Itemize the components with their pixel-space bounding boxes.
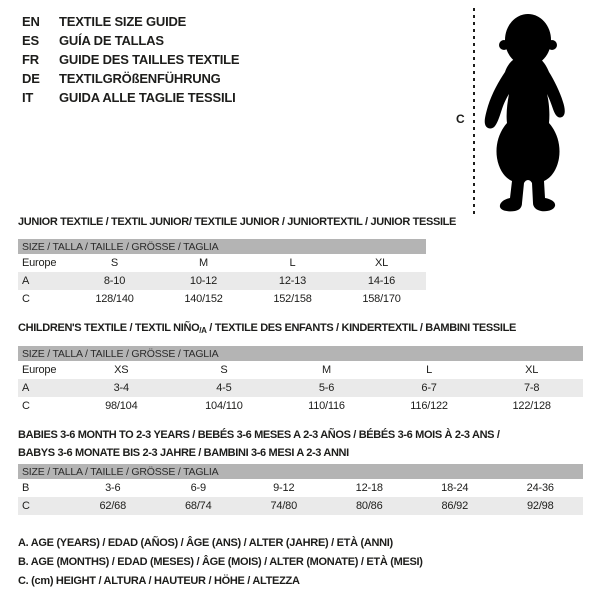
footnote-b: B. AGE (MONTHS) / EDAD (MESES) / ÂGE (MOIS) / ALTER (MONATE) / ETÀ (MESI)	[18, 556, 423, 568]
size-cell: 24-36	[526, 482, 554, 494]
table-row	[18, 379, 583, 397]
size-cell: 98/104	[105, 400, 138, 412]
size-cell: 12-13	[278, 275, 307, 287]
babies-title-line1: BABIES 3-6 MONTH TO 2-3 YEARS / BEBÉS 3-6 MESES A 2-3 AÑOS / BÉBÉS 3-6 MOIS À 2-3 ANS /	[18, 429, 500, 441]
table-row	[18, 290, 426, 308]
language-title: GUÍA DE TALLAS	[59, 33, 164, 48]
footnote-a: A. AGE (YEARS) / EDAD (AÑOS) / ÂGE (ANS) / ALTER (JAHRE) / ETÀ (ANNI)	[18, 537, 393, 549]
language-code: FR	[22, 52, 39, 67]
size-cell: 152/158	[273, 293, 312, 305]
size-cell: M	[199, 257, 208, 269]
size-cell: 8-10	[103, 275, 126, 287]
language-title-row	[22, 69, 239, 88]
language-title: TEXTILE SIZE GUIDE	[59, 14, 187, 29]
language-code: DE	[22, 71, 40, 86]
size-cell: 110/116	[308, 400, 345, 412]
row-label: C	[22, 293, 30, 305]
size-cell: 6-7	[421, 382, 437, 394]
size-cell: L	[289, 257, 296, 269]
size-cell: S	[220, 364, 228, 376]
size-cell: 158/170	[362, 293, 401, 305]
junior-table-title: JUNIOR TEXTILE / TEXTIL JUNIOR/ TEXTILE JUNIOR / JUNIORTEXTIL / JUNIOR TESSILE	[18, 216, 457, 228]
size-cell: 7-8	[524, 382, 540, 394]
baby-silhouette-icon	[481, 11, 573, 215]
row-label: C	[22, 500, 30, 512]
language-title-list	[22, 12, 239, 107]
size-header-bar: SIZE / TALLA / TAILLE / GRÖSSE / TAGLIA	[18, 346, 583, 361]
table-row	[18, 272, 426, 290]
children-table-title	[18, 322, 516, 335]
language-title: GUIDE DES TAILLES TEXTILE	[59, 52, 240, 67]
table-row	[18, 361, 583, 379]
children-title-pre: CHILDREN'S TEXTILE / TEXTIL NIÑO	[18, 322, 200, 334]
row-label: C	[22, 400, 30, 412]
language-title-row	[22, 31, 239, 50]
size-cell: 9-12	[273, 482, 295, 494]
table-row	[18, 397, 583, 415]
row-label: A	[22, 275, 30, 287]
size-cell: 80/86	[355, 500, 383, 512]
size-cell: 62/68	[99, 500, 127, 512]
size-cell: 5-6	[318, 382, 335, 394]
language-code: EN	[22, 14, 40, 29]
size-cell: 104/110	[205, 400, 243, 412]
babies-title-line2: BABYS 3-6 MONATE BIS 2-3 JAHRE / BAMBINI 3-6 MESI A 2-3 ANNI	[18, 447, 349, 459]
size-header-bar: SIZE / TALLA / TAILLE / GRÖSSE / TAGLIA	[18, 464, 583, 479]
row-label: Europe	[22, 364, 57, 376]
size-cell: 10-12	[189, 275, 218, 287]
size-cell: XL	[525, 364, 539, 376]
height-dashed-line	[473, 8, 475, 214]
size-cell: 122/128	[512, 400, 551, 412]
row-label: A	[22, 382, 30, 394]
size-cell: 3-4	[113, 382, 129, 394]
babies-table-title	[18, 426, 500, 462]
size-cell: S	[110, 257, 119, 269]
size-cell: 6-9	[190, 482, 206, 494]
size-cell: 74/80	[270, 500, 298, 512]
size-cell: 68/74	[184, 500, 212, 512]
size-cell: 86/92	[441, 500, 469, 512]
junior-size-table	[18, 239, 426, 308]
size-cell: 128/140	[95, 293, 134, 305]
size-cell: 92/98	[526, 500, 554, 512]
size-header-bar: SIZE / TALLA / TAILLE / GRÖSSE / TAGLIA	[18, 239, 426, 254]
row-label: Europe	[22, 257, 57, 269]
table-row	[18, 254, 426, 272]
language-title-row	[22, 50, 239, 69]
language-code: ES	[22, 33, 39, 48]
language-code: IT	[22, 90, 34, 105]
language-title-row	[22, 12, 239, 31]
size-cell: 12-18	[355, 482, 383, 494]
size-cell: 3-6	[105, 482, 121, 494]
table-row	[18, 497, 583, 515]
size-cell: 4-5	[216, 382, 232, 394]
size-cell: XS	[114, 364, 129, 376]
size-cell: XL	[374, 257, 389, 269]
babies-size-table	[18, 464, 583, 515]
height-label-c: C	[456, 112, 465, 126]
language-title-row	[22, 88, 239, 107]
size-cell: 116/122	[410, 400, 448, 412]
size-cell: L	[426, 364, 433, 376]
row-label: B	[22, 482, 30, 494]
children-size-table	[18, 346, 583, 415]
children-title-post: / TEXTILE DES ENFANTS / KINDERTEXTIL / BAMBINI TESSILE	[206, 322, 516, 334]
language-title: GUIDA ALLE TAGLIE TESSILI	[59, 90, 236, 105]
size-cell: 18-24	[441, 482, 469, 494]
children-title-sub: /A	[199, 326, 207, 335]
footnote-c: C. (cm) HEIGHT / ALTURA / HAUTEUR / HÖHE / ALTEZZA	[18, 575, 300, 587]
size-cell: 140/152	[184, 293, 223, 305]
size-cell: M	[322, 364, 331, 376]
size-cell: 14-16	[367, 275, 396, 287]
footnote-legend	[18, 537, 423, 594]
table-row	[18, 479, 583, 497]
language-title: TEXTILGRÖßENFÜHRUNG	[59, 71, 221, 86]
